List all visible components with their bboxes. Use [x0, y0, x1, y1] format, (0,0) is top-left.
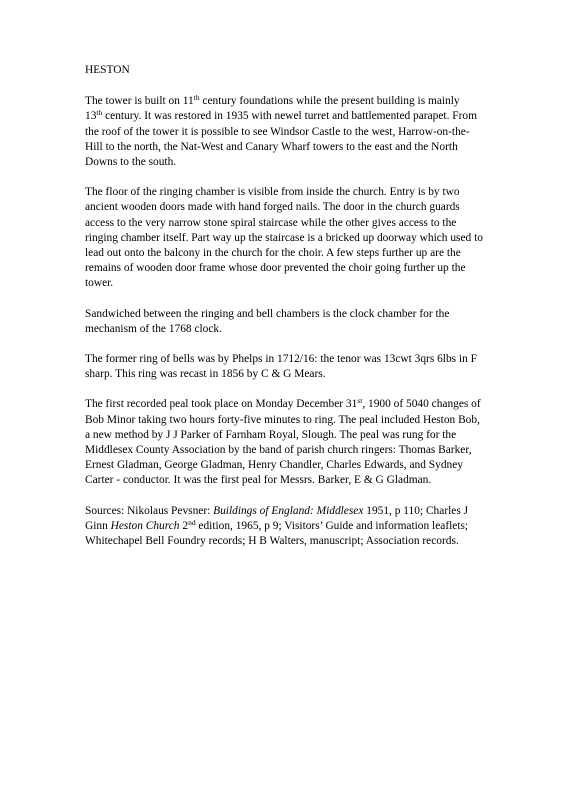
page-title: HESTON: [85, 64, 130, 76]
text-span: The first recorded peal took place on Monday December 31: [85, 398, 358, 411]
text-span: 1951, p 110; Charles J Ginn: [85, 504, 469, 532]
text-span: , 1900 of 5040 changes of Bob Minor taking two hours forty-five minutes to ring. The peal included Heston Bob, a new method by J J Parker of Farnham Royal, Slough. The peal was rung for the Middlesex County Association by the band of parish church ringers: Thomas Barker, Ernest Gladman, George Gladman, Henry Chandler, Charles Edwards, and Sydney Carter - conductor. It was the first peal for Messrs. Barker, E & G Gladman.: [85, 398, 481, 487]
book-title: Heston Church: [110, 519, 180, 532]
paragraph-ringing-chamber: The floor of the ringing chamber is visible from inside the church. Entry is by two ancient wooden doors made with hand forged nails. The door in the church guards access to the very narrow stone spiral staircase while the other gives access to the ringing chamber itself. Part way up the staircase is a bricked up doorway which used to lead out onto the balcony in the church for the choir. A few steps further up are the remains of wooden door frame whose door prevented the choir going further up the tower.: [85, 186, 483, 290]
superscript: th: [96, 108, 103, 118]
document-page: [85, 63, 485, 564]
text-span: 2: [179, 519, 189, 532]
text-span: century foundations while the present building is mainly: [199, 95, 460, 108]
superscript: st: [357, 396, 363, 406]
book-title: Buildings of England: Middlesex: [213, 504, 364, 517]
superscript: th: [193, 93, 200, 103]
text-span: Sources: Nikolaus Pevsner:: [85, 504, 214, 517]
paragraph-tower: [85, 94, 485, 170]
paragraph-first-peal: [85, 397, 485, 488]
superscript: nd: [188, 517, 196, 527]
paragraph-former-ring: The former ring of bells was by Phelps in 1712/16: the tenor was 13cwt 3qrs 6lbs in F sharp. This ring was recast in 1856 by C & G Mears.: [85, 353, 477, 381]
text-span: The tower is built on 11: [85, 95, 194, 108]
text-span: edition, 1965, p 9; Visitors’ Guide and information leaflets; Whitechapel Bell Foundry records; H B Walters, manuscript; Association records.: [85, 519, 469, 548]
text-span: 13: [85, 110, 97, 123]
text-span: century. It was restored in 1935 with newel turret and battlemented parapet. From the roof of the tower it is possible to see Windsor Castle to the west, Harrow-on-the-Hill to the north, the Nat-West and Canary Wharf towers to the east and the North Downs to the south.: [85, 110, 477, 169]
paragraph-clock-chamber: Sandwiched between the ringing and bell chambers is the clock chamber for the mechanism of the 1768 clock.: [85, 307, 450, 335]
paragraph-sources: [85, 504, 485, 550]
